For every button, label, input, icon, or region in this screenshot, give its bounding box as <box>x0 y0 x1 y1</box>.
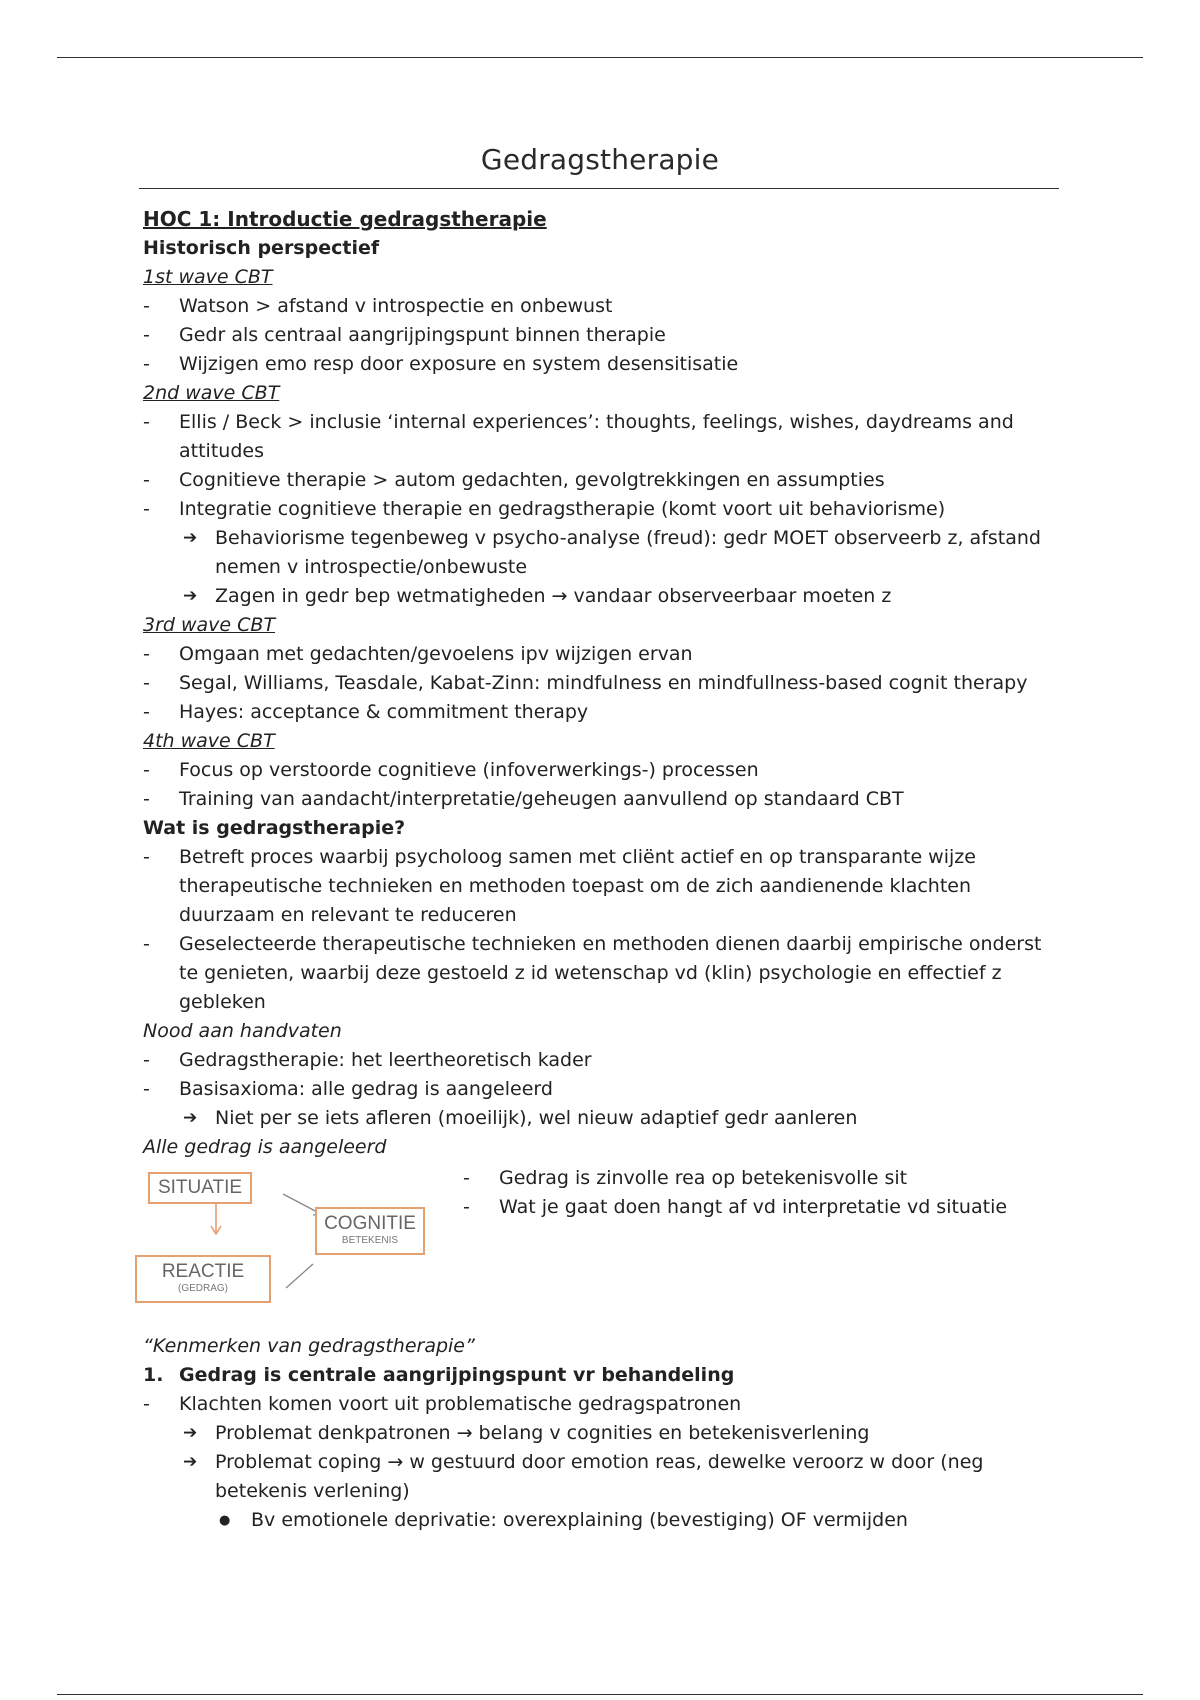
subsection-title: Alle gedrag is aangeleerd <box>143 1136 387 1158</box>
arrow-item-continuation: nemen v introspectie/onbewuste <box>215 556 528 578</box>
cognitie-box: COGNITIE BETEKENIS <box>315 1207 425 1255</box>
list-item: - Geselecteerde therapeutische technieken en methoden dienen daarbij empirische onderst <box>143 930 1063 959</box>
diagram-notes <box>463 1164 1063 1222</box>
situatie-box: SITUATIE <box>148 1172 252 1204</box>
arrow-item: ➔ Problemat denkpatronen → belang v cognities en betekenisverlening <box>143 1419 1063 1448</box>
list-item-continuation: therapeutische technieken en methoden toepast om de zich aandienende klachten <box>179 875 972 897</box>
diagram-section <box>143 1162 1063 1332</box>
list-item: - Training van aandacht/interpretatie/geheugen aanvullend op standaard CBT <box>143 785 1063 814</box>
arrow-item: ➔ Niet per se iets afleren (moeilijk), wel nieuw adaptief gedr aanleren <box>143 1104 1063 1133</box>
list-item: - Wijzigen emo resp door exposure en system desensitisatie <box>143 350 1063 379</box>
list-item: - Klachten komen voort uit problematische gedragspatronen <box>143 1390 1063 1419</box>
section-title-wat-is: Wat is gedragstherapie? <box>143 817 406 839</box>
point-number: 1. <box>143 1364 164 1386</box>
list-item: - Ellis / Beck > inclusie ‘internal experiences’: thoughts, feelings, wishes, daydreams and <box>143 408 1063 437</box>
list-item: - Gedr als centraal aangrijpingspunt binnen therapie <box>143 321 1063 350</box>
wave-title: 3rd wave CBT <box>143 614 276 636</box>
reactie-box: REACTIE (GEDRAG) <box>135 1255 271 1303</box>
list-item: - Gedragstherapie: het leertheoretisch kader <box>143 1046 1063 1075</box>
list-item: - Gedrag is zinvolle rea op betekenisvolle sit <box>463 1164 1063 1193</box>
list-item: - Watson > afstand v introspectie en onbewust <box>143 292 1063 321</box>
list-item-continuation: te genieten, waarbij deze gestoeld z id wetenschap vd (klin) psychologie en effectief z <box>179 962 1002 984</box>
arrow-item: ➔ Problemat coping → w gestuurd door emotion reas, dewelke veroorz w door (neg <box>143 1448 1063 1477</box>
list-item-continuation: gebleken <box>179 991 266 1013</box>
document-body <box>143 205 1063 1535</box>
page-bottom-rule <box>57 1694 1143 1695</box>
wave-title: 1st wave CBT <box>143 266 273 288</box>
point-text: Gedrag is centrale aangrijpingspunt vr behandeling <box>179 1364 735 1386</box>
arrow-cognitie-reactie <box>286 1264 313 1288</box>
subsection-title: Nood aan handvaten <box>143 1020 342 1042</box>
section-title-historisch: Historisch perspectief <box>143 237 380 259</box>
arrow-item: ➔ Zagen in gedr bep wetmatigheden → vandaar observeerbaar moeten z <box>143 582 1063 611</box>
list-item: - Cognitieve therapie > autom gedachten, gevolgtrekkingen en assumpties <box>143 466 1063 495</box>
situatie-cognitie-reactie-diagram <box>143 1162 443 1322</box>
list-item: - Hayes: acceptance & commitment therapy <box>143 698 1063 727</box>
list-item: - Wat je gaat doen hangt af vd interpretatie vd situatie <box>463 1193 1063 1222</box>
list-item: - Integratie cognitieve therapie en gedragstherapie (komt voort uit behaviorisme) <box>143 495 1063 524</box>
list-item-continuation: duurzaam en relevant te reduceren <box>179 904 517 926</box>
title-underline <box>139 188 1059 189</box>
list-item: - Omgaan met gedachten/gevoelens ipv wijzigen ervan <box>143 640 1063 669</box>
page-title: Gedragstherapie <box>480 143 720 176</box>
lecture-heading: HOC 1: Introductie gedragstherapie <box>143 207 547 231</box>
numbered-point <box>143 1361 1063 1390</box>
subsection-title: “Kenmerken van gedragstherapie” <box>143 1335 475 1357</box>
list-item-continuation: attitudes <box>179 440 264 462</box>
arrow-item: ➔ Behaviorisme tegenbeweg v psycho-analyse (freud): gedr MOET observeerb z, afstand <box>143 524 1063 553</box>
list-item: - Basisaxioma: alle gedrag is aangeleerd <box>143 1075 1063 1104</box>
wave-title: 2nd wave CBT <box>143 382 280 404</box>
wave-title: 4th wave CBT <box>143 730 275 752</box>
list-item: - Segal, Williams, Teasdale, Kabat-Zinn: mindfulness en mindfullness-based cognit therapy <box>143 669 1063 698</box>
list-item: - Focus op verstoorde cognitieve (infoverwerkings-) processen <box>143 756 1063 785</box>
arrow-item-continuation: betekenis verlening) <box>215 1480 410 1502</box>
page-top-rule <box>57 57 1143 58</box>
bullet-item: ● Bv emotionele deprivatie: overexplaining (bevestiging) OF vermijden <box>143 1506 1063 1535</box>
list-item: - Betreft proces waarbij psycholoog samen met cliënt actief en op transparante wijze <box>143 843 1063 872</box>
